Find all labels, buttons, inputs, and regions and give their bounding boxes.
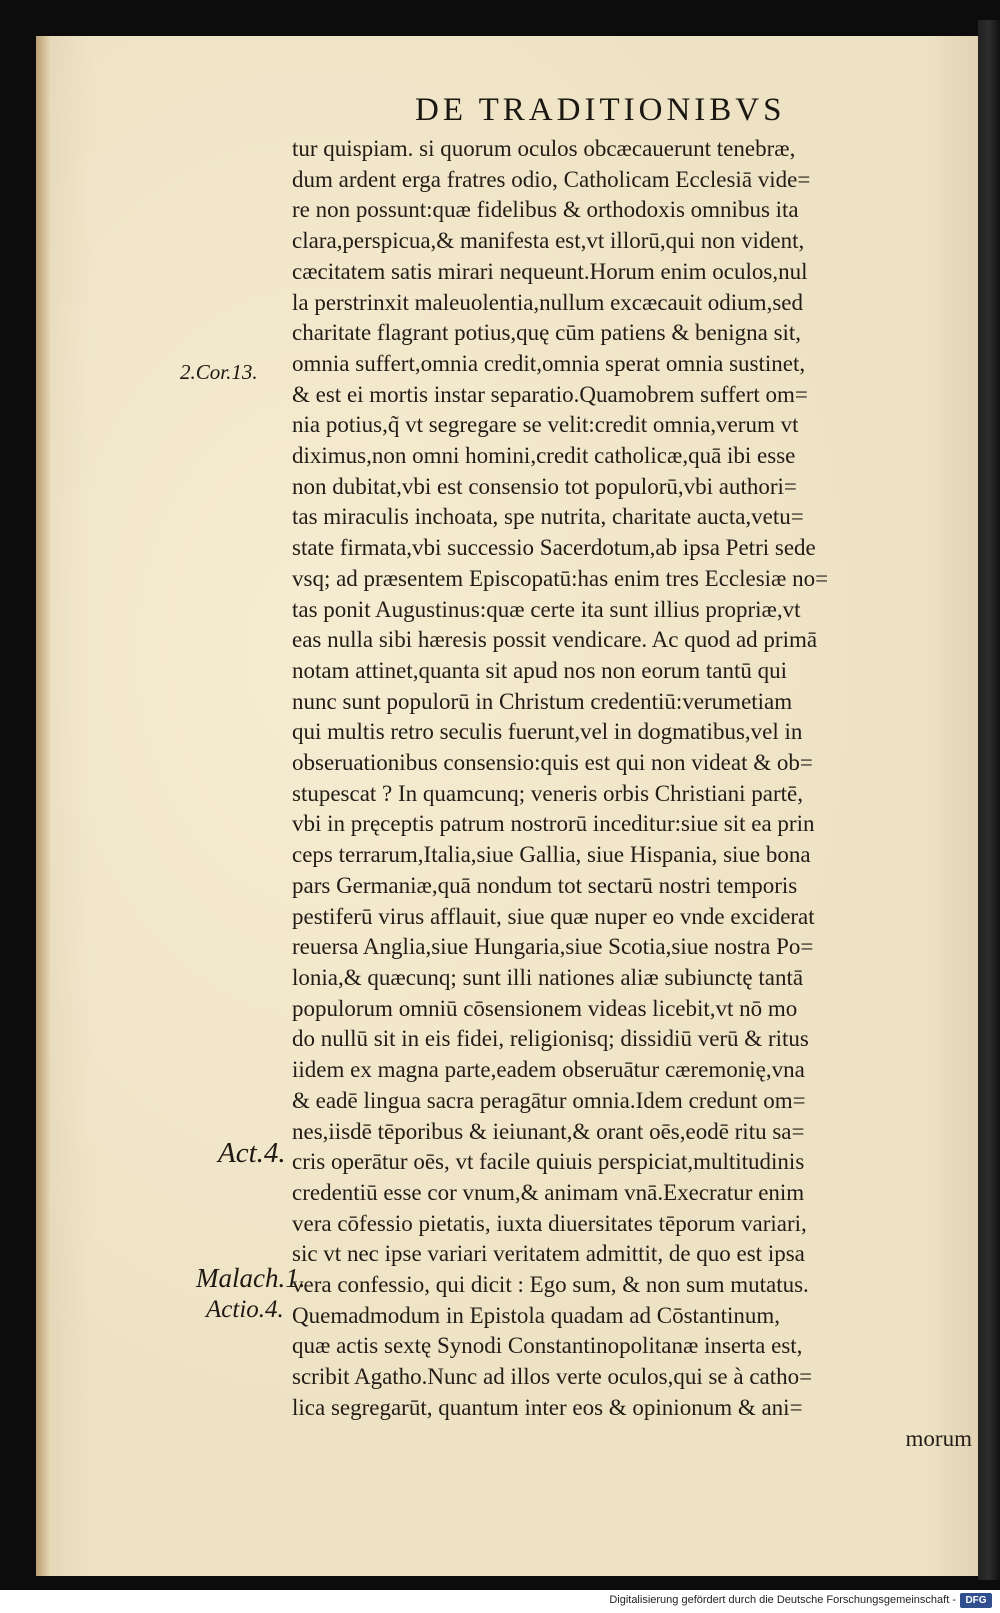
text-line: vera cōfessio pietatis, iuxta diuersitates tēporum variari, <box>292 1210 807 1236</box>
text-line: re non possunt:quæ fidelibus & orthodoxis omnibus ita <box>292 197 799 223</box>
text-line: do nullū sit in eis fidei, religionisq; dissidiū verū & ritus <box>292 1026 809 1052</box>
margin-note: Actio.4. <box>206 1296 284 1323</box>
page-fore-edge <box>36 36 50 1576</box>
text-line: vbi in pręceptis patrum nostrorū inceditur:siue sit ea prin <box>292 811 815 837</box>
text-line: vera confessio, qui dicit : Ego sum, & non sum mutatus. <box>292 1272 809 1298</box>
text-line: nes,iisdē tēporibus & ieiunant,& orant oēs,eodē ritu sa= <box>292 1118 805 1144</box>
text-line: dum ardent erga fratres odio, Catholicam Ecclesiā vide= <box>292 166 811 192</box>
text-line: pestiferū virus afflauit, siue quæ nuper eo vnde exciderat <box>292 903 815 929</box>
text-line: qui multis retro seculis fuerunt,vel in dogmatibus,vel in <box>292 719 803 745</box>
text-line: & eadē lingua sacra peragātur omnia.Idem credunt om= <box>292 1087 806 1113</box>
text-line: morum <box>905 1425 972 1451</box>
text-line: Quemadmodum in Epistola quadam ad Cōstantinum, <box>292 1302 781 1328</box>
text-line: la perstrinxit maleuolentia,nullum excæcauit odium,sed <box>292 289 803 315</box>
text-line: notam attinet,quanta sit apud nos non eorum tantū qui <box>292 657 788 683</box>
text-line: credentiū esse cor vnum,& animam vnā.Execratur enim <box>292 1179 805 1205</box>
text-line: clara,perspicua,& manifesta est,vt illorū,qui non vident, <box>292 228 805 254</box>
text-line: stupescat ? In quamcunq; veneris orbis Christiani partē, <box>292 780 803 806</box>
text-line: & est ei mortis instar separatio.Quamobrem suffert om= <box>292 381 808 407</box>
text-line: non dubitat,vbi est consensio tot populorū,vbi authori= <box>292 473 797 499</box>
book-gutter <box>978 20 1000 1580</box>
text-line: iidem ex magna parte,eadem obseruātur cæremonię,vna <box>292 1057 805 1083</box>
text-line: nia potius,q̃ vt segregare se velit:credit omnia,verum vt <box>292 412 799 438</box>
text-line: quæ actis sextę Synodi Constantinopolitanæ inserta est, <box>292 1333 803 1359</box>
text-line: eas nulla sibi hæresis possit vendicare. Ac quod ad primā <box>292 627 818 653</box>
funding-credit: Digitalisierung gefördert durch die Deutsche Forschungsgemeinschaft - <box>609 1594 956 1606</box>
margin-note: 2.Cor.13. <box>180 360 258 384</box>
text-line: tas ponit Augustinus:quæ certe ita sunt illius propriæ,vt <box>292 596 801 622</box>
text-line: sic vt nec ipse variari veritatem admittit, de quo est ipsa <box>292 1241 805 1267</box>
margin-note: Malach.1. <box>196 1263 306 1293</box>
text-line: omnia suffert,omnia credit,omnia sperat omnia sustinet, <box>292 350 806 376</box>
text-line: obseruationibus consensio:quis est qui non videat & ob= <box>292 750 813 776</box>
dfg-logo: DFG <box>960 1593 992 1608</box>
text-line: tur quispiam. si quorum oculos obcæcauerunt tenebræ, <box>292 136 796 161</box>
text-line: vsq; ad præsentem Episcopatū:has enim tres Ecclesiæ no= <box>292 565 829 591</box>
text-line: cæcitatem satis mirari nequeunt.Horum enim oculos,nul <box>292 258 808 284</box>
text-line: state firmata,vbi successio Sacerdotum,ab ipsa Petri sede <box>292 535 816 561</box>
margin-note: Act.4. <box>218 1137 286 1169</box>
text-line: pars Germaniæ,quā nondum tot sectarū nostri temporis <box>292 872 798 898</box>
text-line: tas miraculis inchoata, spe nutrita, charitate aucta,vetu= <box>292 504 804 530</box>
digitization-footer <box>0 1590 1000 1613</box>
text-line: ceps terrarum,Italia,siue Gallia, siue Hispania, siue bona <box>292 842 811 868</box>
text-line: populorum omniū cōsensionem videas licebit,vt nō mo <box>292 995 798 1021</box>
text-line: scribit Agatho.Nunc ad illos verte oculos,qui se à catho= <box>292 1364 813 1390</box>
text-line: reuersa Anglia,siue Hungaria,siue Scotia,siue nostra Po= <box>292 934 814 960</box>
text-line: lica segregarūt, quantum inter eos & opinionum & ani= <box>292 1394 803 1420</box>
text-line: diximus,non omni homini,credit catholicæ,quā ibi esse <box>292 443 796 469</box>
running-head: DE TRADITIONIBVS <box>415 92 786 128</box>
text-line: cris operātur oēs, vt facile quiuis perspiciat,multitudinis <box>292 1149 805 1175</box>
text-line: charitate flagrant potius,quę cūm patiens & benigna sit, <box>292 320 802 346</box>
body-text <box>292 134 972 1454</box>
text-line: nunc sunt populorū in Christum credentiū:verumetiam <box>292 688 793 714</box>
text-line: lonia,& quæcunq; sunt illi nationes aliæ subiunctę tantā <box>292 964 804 990</box>
